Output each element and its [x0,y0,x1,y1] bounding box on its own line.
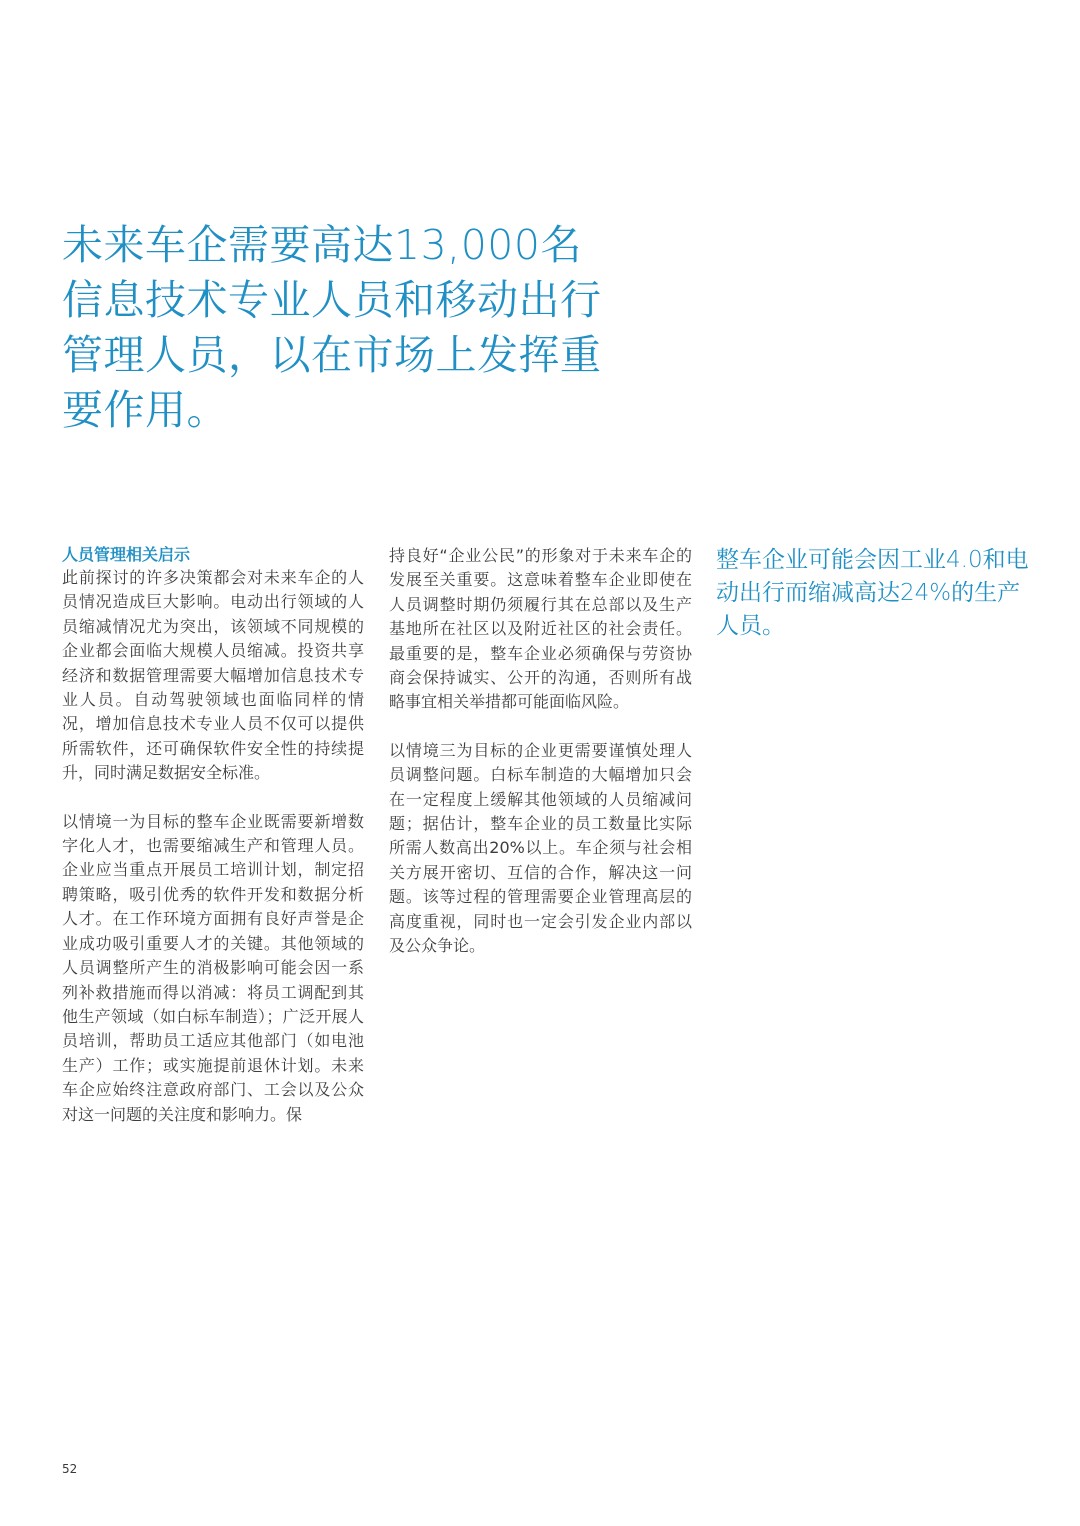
pull-quote-callout: 整车企业可能会因工业4.0和电动出行而缩减高达24%的生产人员。 [716,547,1029,639]
page-number: 52 [62,1462,78,1476]
page-headline: 未来车企需要高达13,000名信息技术专业人员和移动出行管理人员，以在市场上发挥重要作用。 [62,221,602,434]
body-column-left [62,544,364,1127]
body-paragraph: 持良好“企业公民”的形象对于未来车企的发展至关重要。这意味着整车企业即使在人员调整时期仍须履行其在总部以及生产基地所在社区以及附近社区的社会责任。最重要的是，整车企业必须确保与劳资协商会保持诚实、公开的沟通，否则所有战略事宜相关举措都可能面临风险。 [389,546,692,712]
section-subhead: 人员管理相关启示 [62,545,191,564]
body-paragraph: 此前探讨的许多决策都会对未来车企的人员情况造成巨大影响。电动出行领域的人员缩减情况尤为突出，该领域不同规模的企业都会面临大规模人员缩减。投资共享经济和数据管理需要大幅增加信息技术专业人员。自动驾驶领域也面临同样的情况，增加信息技术专业人员不仅可以提供所需软件，还可确保软件安全性的持续提升，同时满足数据安全标准。 [62,568,364,783]
body-paragraph: 以情境三为目标的企业更需要谨慎处理人员调整问题。白标车制造的大幅增加只会在一定程度上缓解其他领域的人员缩减问题；据估计，整车企业的员工数量比实际所需人数高出20%以上。车企须与社会相关方展开密切、互信的合作，解决这一问题。该等过程的管理需要企业管理高层的高度重视，同时也一定会引发企业内部以及公众争论。 [389,740,692,956]
body-paragraph: 以情境一为目标的整车企业既需要新增数字化人才，也需要缩减生产和管理人员。企业应当重点开展员工培训计划，制定招聘策略，吸引优秀的软件开发和数据分析人才。在工作环境方面拥有良好声誉是企业成功吸引重要人才的关键。其他领域的人员调整所产生的消极影响可能会因一系列补救措施而得以消减：将员工调配到其他生产领域（如白标车制造）；广泛开展人员培训，帮助员工适应其他部门（如电池生产）工作；或实施提前退休计划。未来车企应始终注意政府部门、工会以及公众对这一问题的关注度和影响力。保 [62,811,364,1124]
body-column-middle [389,544,692,959]
